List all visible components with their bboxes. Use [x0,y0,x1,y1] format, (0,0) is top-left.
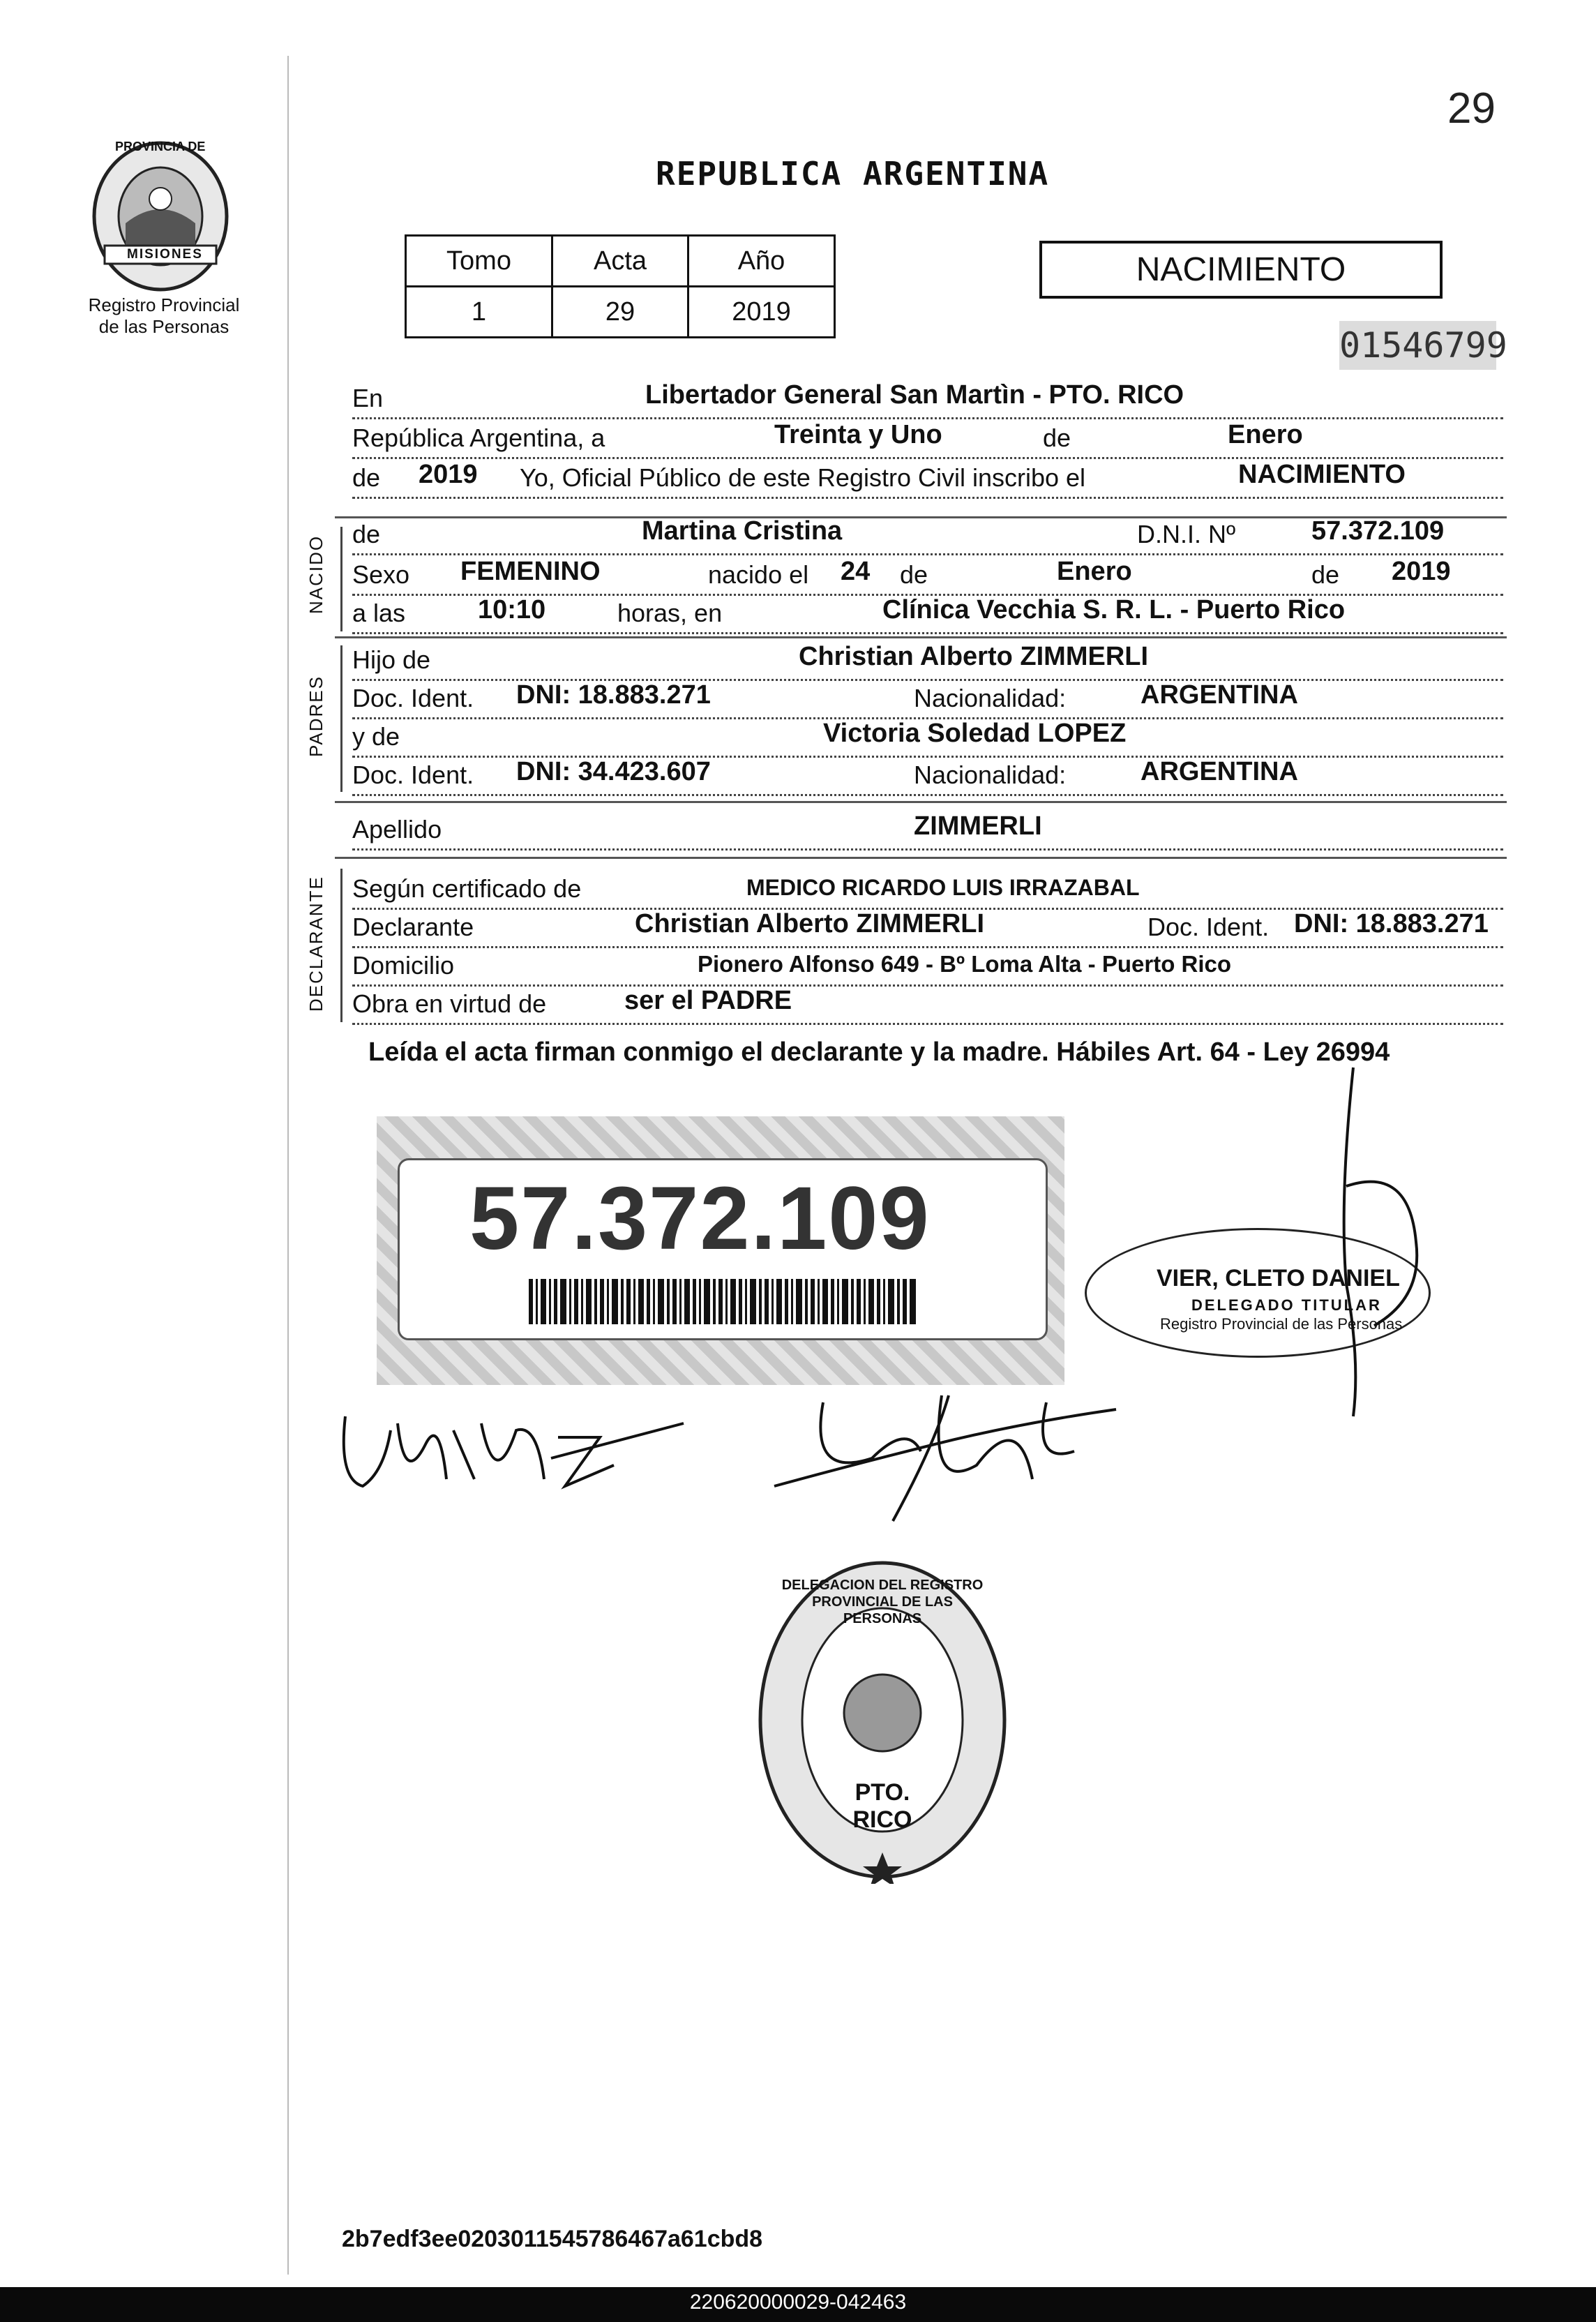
apellido-label: Apellido [352,815,442,844]
divider [335,857,1507,859]
nacido-sexo-row [352,553,1503,596]
declarante-doc: DNI: 18.883.271 [1294,909,1489,938]
tomo-header: Tomo [406,236,552,287]
nacido-de-label: de [900,560,928,589]
padres-bracket [340,645,342,792]
apellido-row [352,808,1503,851]
page-number: 29 [1447,84,1496,133]
stamp-name: VIER, CLETO DANIEL [1157,1265,1400,1291]
divider [335,801,1507,803]
madre-name: Victoria Soledad LOPEZ [823,719,1127,748]
seal-top-text: PROVINCIA DE [115,140,206,153]
dni-card-number: 57.372.109 [469,1169,931,1268]
padre-row [352,638,1503,681]
date-day: Treinta y Uno [774,420,942,449]
stamp-role: DELEGADO TITULAR [1191,1296,1382,1314]
nacido-name: Martina Cristina [642,516,843,546]
declarante-row [352,906,1503,948]
madre-doc-label: Doc. Ident. [352,761,474,789]
cert-row [352,867,1503,910]
padre-doc: DNI: 18.883.271 [516,680,711,710]
acta-value: 29 [552,287,688,338]
padre-nac-label: Nacionalidad: [914,684,1067,712]
domicilio-label: Domicilio [352,951,455,980]
padre-doc-label: Doc. Ident. [352,684,474,712]
declarante-bracket [340,869,342,1022]
year-value: 2019 [419,460,478,489]
official-signature [1311,1061,1437,1423]
lugar-value: Clínica Vecchia S. R. L. - Puerto Rico [882,595,1346,624]
madre-nac-label: Nacionalidad: [914,761,1067,789]
y-de-label: y de [352,722,400,751]
anio-value: 2019 [688,287,835,338]
cert-label: Según certificado de [352,874,582,903]
nacido-day: 24 [841,557,871,586]
horas-label: horas, en [617,599,723,627]
madre-nac: ARGENTINA [1140,757,1298,786]
domicilio-value: Pionero Alfonso 649 - Bº Loma Alta - Puerto Rico [698,951,1232,977]
nacido-el-label: nacido el [708,560,809,589]
padre-name: Christian Alberto ZIMMERLI [799,642,1149,671]
date-month: Enero [1228,420,1303,449]
stamp-org: Registro Provincial de las Personas [1160,1315,1403,1333]
hora-value: 10:10 [478,595,546,624]
date-row [352,417,1503,459]
delegation-seal [753,1556,1011,1884]
place-value: Libertador General San Martìn - PTO. RICO [645,380,1184,410]
declarante-doc-label: Doc. Ident. [1147,913,1270,941]
padre-doc-row [352,677,1503,719]
cert-value: MEDICO RICARDO LUIS IRRAZABAL [746,875,1140,900]
nacido-year: 2019 [1392,557,1451,586]
sexo-value: FEMENINO [460,557,601,586]
apellido-value: ZIMMERLI [914,811,1042,841]
madre-doc: DNI: 34.423.607 [516,757,711,786]
serial-number: 01546799 [1339,321,1496,370]
round-seal-center-text: PTO. RICO [852,1779,912,1833]
closing-statement: Leída el acta firman conmigo el declarante y la madre. Hábiles Art. 64 - Ley 26994 [368,1038,1390,1067]
seal-caption-line2: de las Personas [98,316,229,337]
declarante-label: Declarante [352,913,474,941]
year-text: Yo, Oficial Público de este Registro Civil inscribo el [520,463,1086,492]
dni-label: D.N.I. Nº [1137,520,1236,548]
year-row [352,456,1503,499]
nacido-section-label: NACIDO [306,534,326,614]
footer-code: 220620000029-042463 [689,2291,907,2314]
document-hash: 2b7edf3ee0203011545786467a61cbd8 [342,2226,763,2252]
madre-doc-row [352,754,1503,796]
date-label: República Argentina, a [352,424,605,452]
acta-header: Acta [552,236,688,287]
year-type: NACIMIENTO [1238,460,1406,489]
padres-section-label: PADRES [306,675,326,757]
nacido-bracket [340,527,342,631]
place-label: En [352,384,384,412]
nacido-name-label: de [352,520,381,548]
obra-label: Obra en virtud de [352,989,547,1018]
sexo-label: Sexo [352,560,410,589]
seal-caption [70,294,258,338]
seal-bottom-text: MISIONES [127,247,203,262]
seal-caption-line1: Registro Provincial [88,294,240,315]
year-de-label: de [352,463,381,492]
record-type-box: NACIMIENTO [1039,241,1443,299]
date-de-label: de [1043,424,1071,452]
place-row [352,377,1503,419]
dni-card-inner [398,1158,1048,1340]
nacido-dni: 57.372.109 [1311,516,1445,546]
declarante-section-label: DECLARANTE [306,876,326,1012]
domicilio-row [352,944,1503,987]
obra-value: ser el PADRE [624,986,792,1015]
nacido-month: Enero [1057,557,1132,586]
obra-row [352,982,1503,1025]
declarant-signature [335,1388,698,1507]
nacido-hora-row [352,592,1503,634]
round-seal-ring-text: DELEGACION DEL REGISTRO PROVINCIAL DE LAS PERSONAS [781,1578,984,1626]
hijo-label: Hijo de [352,645,431,674]
margin-line [287,56,289,2275]
declarante-name: Christian Alberto ZIMMERLI [635,909,985,938]
nacido-name-row [352,513,1503,555]
dni-card [377,1116,1064,1385]
hora-label: a las [352,599,406,627]
padre-nac: ARGENTINA [1140,680,1298,710]
tomo-value: 1 [406,287,552,338]
document-title: REPUBLICA ARGENTINA [656,155,1050,193]
anio-header: Año [688,236,835,287]
madre-row [352,715,1503,758]
nacido-de-label2: de [1311,560,1340,589]
mother-signature [767,1381,1130,1535]
record-table [405,234,836,338]
provincial-seal [77,133,244,297]
barcode [529,1279,916,1324]
